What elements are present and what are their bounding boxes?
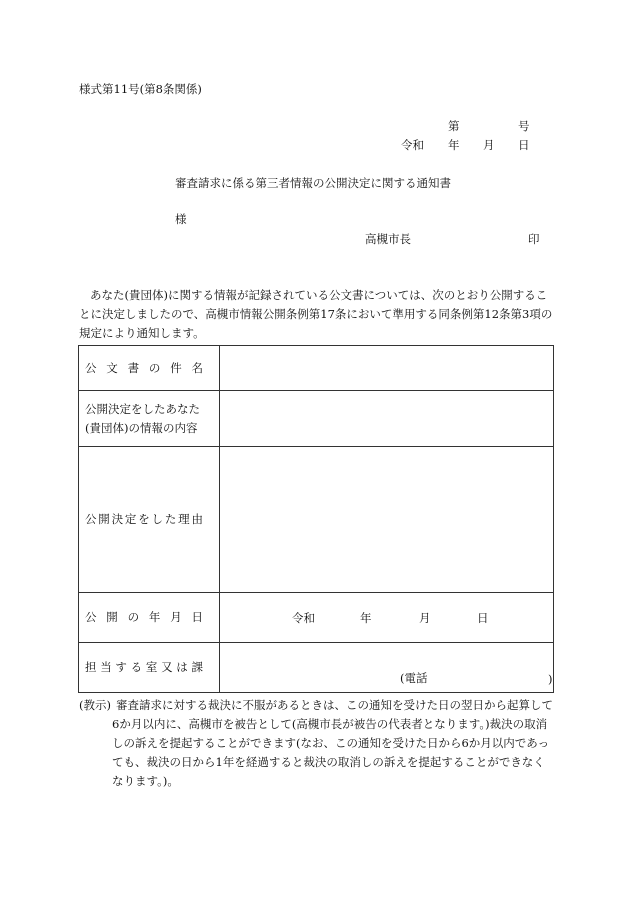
appeal-notice-text: 審査請求に対する裁決に不服があるときは、この通知を受けた日の翌日から起算して6か月以内に、高槻市を被告として(高槻市長が被告の代表者となります。)裁決の取消しの訴えを提起することができます(なお、この通知を受けた日から6か月以内であっても、裁決の日から1年を経過すると裁決の取消しの訴えを提起することができなくなります。)。: [112, 698, 553, 788]
appeal-notice-heading: (教示): [79, 698, 111, 712]
table-row: [79, 643, 554, 693]
document-subject-cell[interactable]: [220, 346, 554, 391]
disclosure-form-table: [78, 345, 554, 693]
form-number: 様式第11号(第8条関係): [79, 82, 202, 96]
disclosure-date-cell[interactable]: [220, 593, 554, 643]
phone-open: (電話: [400, 671, 428, 685]
document-subject-label: 公文書の件名: [79, 346, 220, 391]
appeal-notice-body: [112, 696, 555, 791]
table-row: [79, 593, 554, 643]
seal-mark: 印: [528, 232, 540, 246]
phone-close: ): [548, 672, 553, 686]
date-day: 日: [518, 138, 530, 152]
disclosed-info-label: [79, 391, 220, 447]
addressee-suffix: 様: [175, 212, 187, 226]
date-era: 令和: [401, 138, 424, 152]
disclosed-info-cell[interactable]: [220, 391, 554, 447]
document-number-suffix: 号: [518, 119, 530, 133]
document-title: 審査請求に係る第三者情報の公開決定に関する通知書: [175, 176, 451, 190]
issuer-name: 高槻市長: [365, 232, 411, 246]
decision-reason-label: 公開決定をした理由: [79, 447, 220, 593]
disclosure-date-month: 月: [419, 610, 431, 625]
date-year: 年: [448, 138, 460, 152]
disclosure-date-day: 日: [477, 610, 489, 625]
contact-section-cell[interactable]: [220, 643, 554, 693]
table-row: [79, 346, 554, 391]
disclosure-date-label: 公開の年月日: [79, 593, 220, 643]
date-month: 月: [483, 138, 495, 152]
contact-section-label: 担当する室又は課: [79, 643, 220, 693]
intro-paragraph: あなた(貴団体)に関する情報が記録されている公文書については、次のとおり公開することに決定しましたので、高槻市情報公開条例第17条において準用する同条例第12条第3項の規定により通知します。: [79, 288, 553, 340]
disclosure-date-era: 令和: [292, 610, 315, 625]
disclosed-info-label-line2: (貴団体)の情報の内容: [85, 420, 198, 435]
table-row: [79, 447, 554, 593]
disclosed-info-label-line1: 公開決定をしたあなた: [85, 401, 200, 416]
document-number-prefix: 第: [448, 119, 460, 133]
table-row: [79, 391, 554, 447]
disclosure-date-year: 年: [360, 610, 372, 625]
decision-reason-cell[interactable]: [220, 447, 554, 593]
